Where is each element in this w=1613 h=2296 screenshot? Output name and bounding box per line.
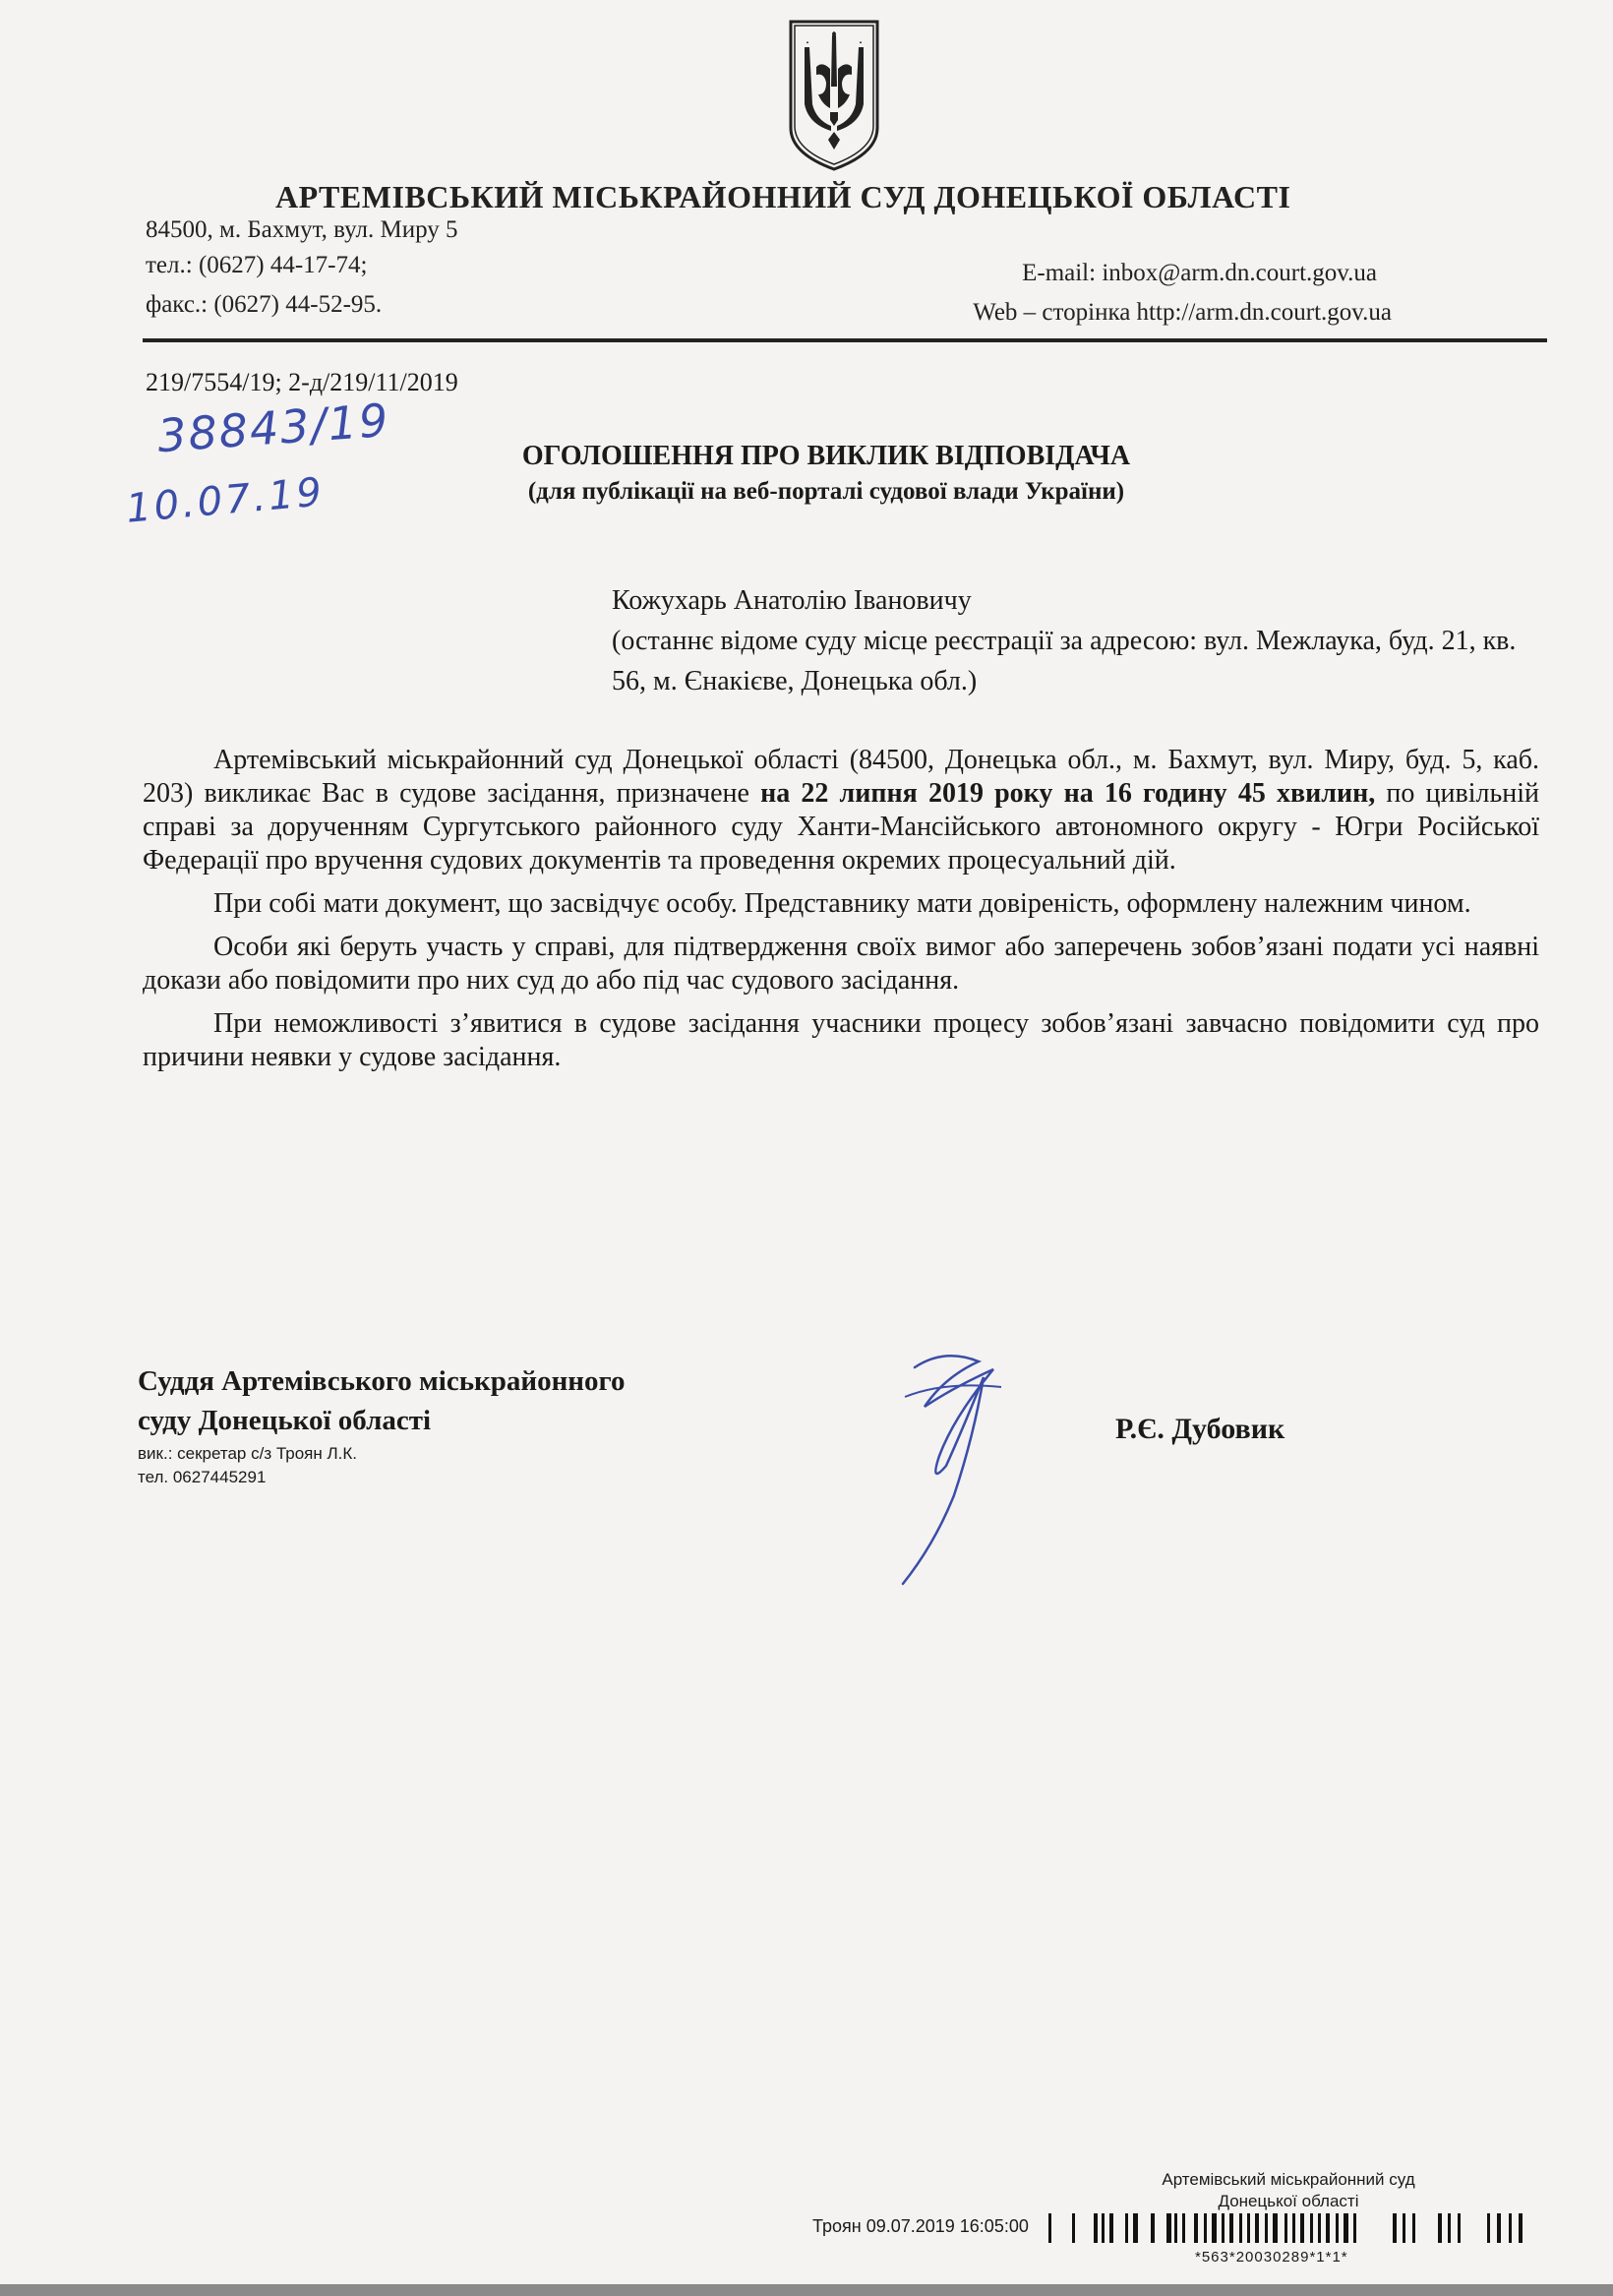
stamp-court-line: Артемівський міськрайонний суд	[1162, 2170, 1415, 2189]
notice-title: ОГОЛОШЕННЯ ПРО ВИКЛИК ВІДПОВІДАЧА	[521, 441, 1131, 471]
body-paragraph: Особи які беруть участь у справі, для підтвердження своїх вимог або заперечень зобов’язані подати усі наявні докази або повідомити про них суд до або під час судового засідання.	[143, 932, 1539, 996]
court-fax: факс.: (0627) 44-52-95.	[146, 291, 383, 318]
body-text: по цивільній справі за дорученням Сургутського районного суду Ханти-Мансійського автономного округу - Югри Російської Федерації про вручення судових документів та проведення окремих процесуальний дій.	[143, 778, 1539, 876]
body-paragraph	[143, 744, 1539, 877]
body-paragraph: При неможливості з’явитися в судове засідання учасники процесу зобов’язані завчасно повідомити суд про причини неявки у судове засідання.	[143, 1008, 1539, 1072]
registration-timestamp: Троян 09.07.2019 16:05:00	[812, 2216, 1029, 2236]
court-website: Web – сторінка http://arm.dn.court.gov.ua	[973, 299, 1392, 326]
addressee-name: Кожухарь Анатолію Івановичу	[612, 585, 972, 616]
notice-subtitle: (для публікації на веб-порталі судової влади України)	[527, 478, 1125, 505]
executor-phone: тел. 0627445291	[138, 1468, 267, 1486]
judge-title-block	[138, 1361, 625, 1489]
executor-note: вик.: секретар с/з Троян Л.К.	[138, 1444, 358, 1463]
addressee-block	[612, 580, 1546, 701]
stamp-court-line: Донецької області	[1218, 2192, 1359, 2210]
judge-title-line: Суддя Артемівського міськрайонного	[138, 1365, 626, 1397]
scan-bottom-edge	[0, 2284, 1613, 2296]
notice-body	[143, 744, 1539, 1084]
case-reference: 219/7554/19; 2-д/219/11/2019	[146, 368, 458, 396]
hearing-date-time: на 22 липня 2019 року на 16 годину 45 хвилин,	[760, 778, 1376, 809]
court-address: 84500, м. Бахмут, вул. Миру 5	[146, 216, 458, 243]
court-phone: тел.: (0627) 44-17-74;	[146, 252, 368, 278]
body-paragraph: При собі мати документ, що засвідчує особу. Представнику мати довіреність, оформлену належним чином.	[213, 888, 1471, 919]
header-divider	[143, 338, 1547, 342]
barcode	[1048, 2209, 1530, 2247]
body-text: Артемівський міськрайонний суд Донецької області (84500, Донецька обл., м. Бахмут, вул. Миру, буд. 5, каб. 203) викликає Вас в судове засідання, призначене	[143, 745, 1539, 809]
handwritten-signature	[885, 1348, 1033, 1594]
court-email: E-mail: inbox@arm.dn.court.gov.ua	[1022, 260, 1377, 286]
judge-title-line: суду Донецької області	[138, 1405, 432, 1436]
barcode-number: *563*20030289*1*1*	[1195, 2249, 1348, 2266]
handwritten-date: 10.07.19	[124, 469, 327, 532]
court-name: АРТЕМІВСЬКИЙ МІСЬКРАЙОННИЙ СУД ДОНЕЦЬКОЇ ОБЛАСТІ	[275, 179, 1291, 214]
handwritten-registration-number: 38843/19	[155, 393, 391, 463]
registration-stamp-court	[1131, 2169, 1446, 2212]
addressee-address: (останнє відоме суду місце реєстрації за адресою: вул. Межлаука, буд. 21, кв. 56, м. Єнакієве, Донецька обл.)	[612, 626, 1517, 696]
judge-name: Р.Є. Дубовик	[1115, 1413, 1285, 1445]
coat-of-arms-emblem	[787, 18, 881, 173]
